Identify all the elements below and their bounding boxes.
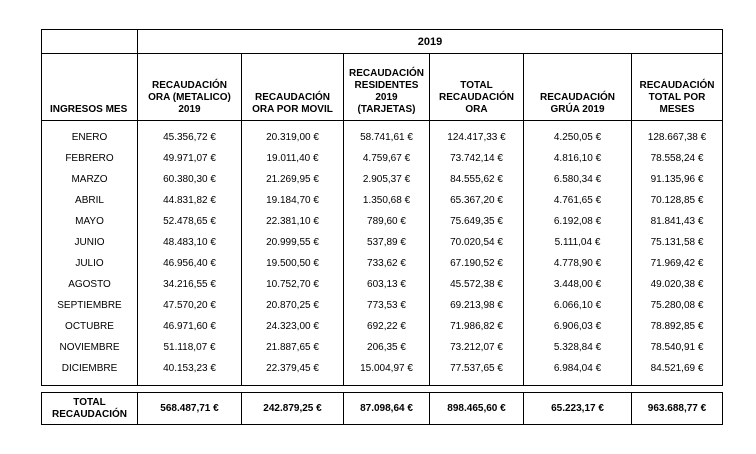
month-cell: AGOSTO — [42, 274, 138, 295]
total-meses-cell: 75.131,58 € — [632, 232, 723, 253]
total-residentes: 87.098,64 € — [344, 393, 430, 425]
header-ora-metalico — [138, 54, 242, 121]
total-meses-cell: 128.667,38 € — [632, 127, 723, 148]
residentes-cell: 733,62 € — [344, 253, 430, 274]
ora-movil-cell: 19.500,50 € — [242, 253, 344, 274]
total-ora-cell: 75.649,35 € — [430, 211, 524, 232]
header-line: MESES — [659, 104, 695, 115]
year-header-empty-cell — [42, 30, 138, 54]
grua-cell: 5.328,84 € — [524, 337, 632, 358]
header-line: TOTAL POR — [648, 92, 706, 103]
spacer-row — [42, 379, 723, 386]
ora-movil-cell: 10.752,70 € — [242, 274, 344, 295]
table-row — [42, 127, 723, 148]
total-ora-cell: 69.213,98 € — [430, 295, 524, 316]
totals-label — [42, 393, 138, 425]
year-label: 2019 — [138, 30, 723, 54]
ora-movil-cell: 19.011,40 € — [242, 148, 344, 169]
ora-metalico-cell: 44.831,82 € — [138, 190, 242, 211]
header-line: RECAUDACIÓN — [152, 80, 227, 91]
total-ora-metalico: 568.487,71 € — [138, 393, 242, 425]
year-header-table — [41, 29, 723, 54]
residentes-cell: 1.350,68 € — [344, 190, 430, 211]
ora-metalico-cell: 51.118,07 € — [138, 337, 242, 358]
totals-table — [41, 392, 723, 425]
grua-cell: 6.066,10 € — [524, 295, 632, 316]
ora-movil-cell: 21.269,95 € — [242, 169, 344, 190]
header-line: GRÚA 2019 — [550, 104, 605, 115]
grua-cell: 3.448,00 € — [524, 274, 632, 295]
header-line: RECAUDACIÓN — [439, 92, 514, 103]
ora-metalico-cell: 40.153,23 € — [138, 358, 242, 379]
total-ora-cell: 45.572,38 € — [430, 274, 524, 295]
grua-cell: 4.778,90 € — [524, 253, 632, 274]
residentes-cell: 206,35 € — [344, 337, 430, 358]
total-meses: 963.688,77 € — [632, 393, 723, 425]
table-row — [42, 169, 723, 190]
total-meses-cell: 70.128,85 € — [632, 190, 723, 211]
table-row — [42, 253, 723, 274]
header-month: INGRESOS MES — [42, 54, 138, 121]
grua-cell: 6.580,34 € — [524, 169, 632, 190]
table-row — [42, 148, 723, 169]
month-cell: MAYO — [42, 211, 138, 232]
grua-cell: 5.111,04 € — [524, 232, 632, 253]
ora-movil-cell: 20.319,00 € — [242, 127, 344, 148]
total-ora-cell: 84.555,62 € — [430, 169, 524, 190]
grua-cell: 4.250,05 € — [524, 127, 632, 148]
grua-cell: 4.761,65 € — [524, 190, 632, 211]
table-row — [42, 337, 723, 358]
residentes-cell: 2.905,37 € — [344, 169, 430, 190]
residentes-cell: 773,53 € — [344, 295, 430, 316]
table-row — [42, 274, 723, 295]
month-cell: ABRIL — [42, 190, 138, 211]
total-meses-cell: 75.280,08 € — [632, 295, 723, 316]
month-cell: OCTUBRE — [42, 316, 138, 337]
header-line: RECAUDACIÓN — [639, 80, 715, 91]
ora-movil-cell: 24.323,00 € — [242, 316, 344, 337]
table-body — [42, 121, 723, 386]
header-line: 2019 — [178, 104, 201, 115]
header-residentes — [344, 54, 430, 121]
totals-row — [42, 393, 723, 425]
total-ora: 898.465,60 € — [430, 393, 524, 425]
ora-metalico-cell: 52.478,65 € — [138, 211, 242, 232]
ora-metalico-cell: 45.356,72 € — [138, 127, 242, 148]
ora-metalico-cell: 47.570,20 € — [138, 295, 242, 316]
table-row — [42, 316, 723, 337]
header-ora-movil — [242, 54, 344, 121]
header-line: TOTAL — [460, 80, 493, 91]
year-header-row — [42, 30, 723, 54]
total-meses-cell: 71.969,42 € — [632, 253, 723, 274]
ora-movil-cell: 20.999,55 € — [242, 232, 344, 253]
residentes-cell: 789,60 € — [344, 211, 430, 232]
ora-movil-cell: 22.379,45 € — [242, 358, 344, 379]
header-total-meses — [632, 54, 723, 121]
total-meses-cell: 91.135,96 € — [632, 169, 723, 190]
ora-metalico-cell: 49.971,07 € — [138, 148, 242, 169]
table-row — [42, 358, 723, 379]
residentes-cell: 58.741,61 € — [344, 127, 430, 148]
ora-movil-cell: 22.381,10 € — [242, 211, 344, 232]
grua-cell: 6.906,03 € — [524, 316, 632, 337]
total-ora-cell: 65.367,20 € — [430, 190, 524, 211]
total-ora-movil: 242.879,25 € — [242, 393, 344, 425]
month-cell: DICIEMBRE — [42, 358, 138, 379]
table-row — [42, 232, 723, 253]
total-ora-cell: 124.417,33 € — [430, 127, 524, 148]
residentes-cell: 4.759,67 € — [344, 148, 430, 169]
grua-cell: 4.816,10 € — [524, 148, 632, 169]
ora-movil-cell: 19.184,70 € — [242, 190, 344, 211]
header-total-ora — [430, 54, 524, 121]
month-cell: MARZO — [42, 169, 138, 190]
total-ora-cell: 73.212,07 € — [430, 337, 524, 358]
ora-movil-cell: 21.887,65 € — [242, 337, 344, 358]
revenue-table — [41, 53, 723, 386]
header-line: RECAUDACIÓN — [255, 92, 330, 103]
column-header-row — [42, 54, 723, 121]
header-line: ORA POR MOVIL — [252, 104, 333, 115]
total-meses-cell: 78.540,91 € — [632, 337, 723, 358]
total-ora-cell: 73.742,14 € — [430, 148, 524, 169]
month-cell: JULIO — [42, 253, 138, 274]
header-grua — [524, 54, 632, 121]
total-meses-cell: 81.841,43 € — [632, 211, 723, 232]
total-meses-cell: 84.521,69 € — [632, 358, 723, 379]
ora-metalico-cell: 60.380,30 € — [138, 169, 242, 190]
ora-movil-cell: 20.870,25 € — [242, 295, 344, 316]
total-ora-cell: 77.537,65 € — [430, 358, 524, 379]
month-cell: SEPTIEMBRE — [42, 295, 138, 316]
table-row — [42, 190, 723, 211]
month-cell: ENERO — [42, 127, 138, 148]
table-row — [42, 295, 723, 316]
ora-metalico-cell: 48.483,10 € — [138, 232, 242, 253]
residentes-cell: 603,13 € — [344, 274, 430, 295]
header-line: (TARJETAS) — [357, 104, 416, 115]
ora-metalico-cell: 46.971,60 € — [138, 316, 242, 337]
total-grua: 65.223,17 € — [524, 393, 632, 425]
residentes-cell: 15.004,97 € — [344, 358, 430, 379]
ora-metalico-cell: 46.956,40 € — [138, 253, 242, 274]
header-line: ORA (METALICO) — [148, 92, 231, 103]
header-line: ORA — [465, 104, 488, 115]
totals-label-line: RECAUDACIÓN — [52, 408, 127, 420]
ora-metalico-cell: 34.216,55 € — [138, 274, 242, 295]
grua-cell: 6.984,04 € — [524, 358, 632, 379]
header-line: 2019 — [375, 92, 398, 103]
total-meses-cell: 49.020,38 € — [632, 274, 723, 295]
month-cell: JUNIO — [42, 232, 138, 253]
total-ora-cell: 67.190,52 € — [430, 253, 524, 274]
total-ora-cell: 70.020,54 € — [430, 232, 524, 253]
total-meses-cell: 78.558,24 € — [632, 148, 723, 169]
month-cell: FEBRERO — [42, 148, 138, 169]
month-cell: NOVIEMBRE — [42, 337, 138, 358]
total-ora-cell: 71.986,82 € — [430, 316, 524, 337]
total-meses-cell: 78.892,85 € — [632, 316, 723, 337]
table-row — [42, 211, 723, 232]
header-line: RESIDENTES — [354, 80, 419, 91]
header-line: RECAUDACIÓN — [540, 92, 615, 103]
header-line: RECAUDACIÓN — [349, 68, 424, 79]
grua-cell: 6.192,08 € — [524, 211, 632, 232]
residentes-cell: 692,22 € — [344, 316, 430, 337]
totals-label-line: TOTAL — [73, 396, 106, 408]
residentes-cell: 537,89 € — [344, 232, 430, 253]
